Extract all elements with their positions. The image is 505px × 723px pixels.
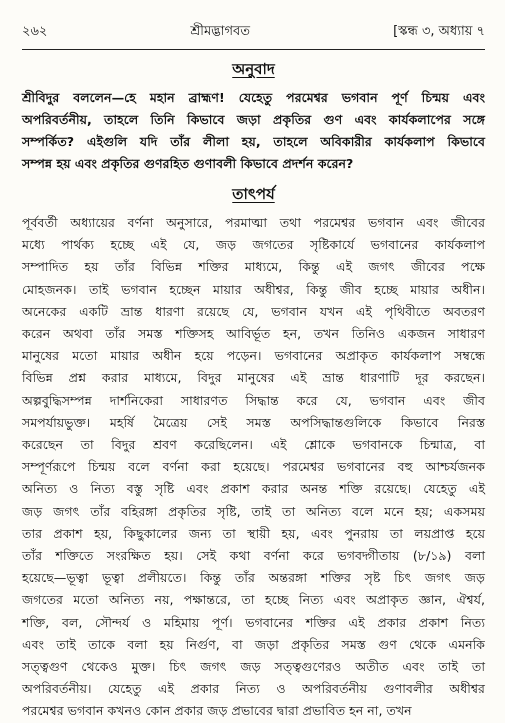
purport-line: সম্পূর্ণরূপে চিন্ময় বলে বর্ণনা করা হয়েছে। পরমেশ্বর ভগবানের বহু আশ্চর্যজনক <box>22 459 485 475</box>
purport-line: মোহজনক। তাই ভগবান হচ্ছেন মায়ার অধীশ্বর, কিন্তু জীব হচ্ছে মায়ার অধীন। <box>22 281 485 297</box>
purport-heading: তাৎপর্য <box>232 185 275 203</box>
translation-heading: অনুবাদ <box>232 60 275 78</box>
translation-line: সম্পর্কিত? এইগুলি যদি তাঁর লীলা হয়, তাহলে অবিকারীর কার্যকলাপ কিভাবে <box>22 134 485 149</box>
page-header <box>22 22 485 43</box>
book-title: শ্রীমদ্ভাগবত <box>190 24 251 39</box>
purport-line: অপরিবর্তনীয়। যেহেতু এই প্রকার নিত্য ও অপরিবর্তনীয় গুণাবলীর অধীশ্বর <box>22 681 485 697</box>
purport-line: করেন অথবা তাঁর সমস্ত শক্তিসহ আবির্ভূত হন, তখন তিনিও একজন সাধারণ <box>22 326 485 342</box>
purport-line: জগতের মতো অনিত্য নয়, পক্ষান্তরে, তা হচ্ছে নিত্য এবং অপ্রাকৃত জ্ঞান, ঐশ্বর্য, <box>22 592 485 608</box>
header-divider <box>22 49 485 50</box>
purport-line: পরমেশ্বর ভগবান কখনও কোন প্রকার জড় প্রভাবের দ্বারা প্রভাবিত হন না, তখন <box>22 703 412 719</box>
translation-line: সম্পন্ন হয় এবং প্রকৃতির গুণরহিত গুণাবলী কিভাবে প্রদর্শন করেন? <box>22 156 354 171</box>
purport-line: তার প্রকাশ হয়, কিছুকালের জন্য তা স্থায়ী হয়, এবং পুনরায় তা লয়প্রাপ্ত হয়ে <box>22 525 485 541</box>
purport-line: তাঁর শক্তিতে সংরক্ষিত হয়। সেই কথা বর্ণনা করে ভগবদ্গীতায় (৮/১৯) বলা <box>22 548 485 564</box>
purport-line: সমপর্যায়ভুক্ত। মহর্ষি মৈত্রেয় সেই সমস্ত অপসিদ্ধান্তগুলিকে কিভাবে নিরস্ত <box>22 414 485 430</box>
translation-text <box>22 87 485 175</box>
purport-line: শক্তি, বল, সৌন্দর্য ও মহিমায় পূর্ণ। ভগবানের শক্তির এই প্রকার প্রকাশ নিত্য <box>22 614 485 630</box>
purport-line: জড় জগৎ তাঁর বহিরঙ্গা প্রকৃতির সৃষ্টি, তাই তা অনিত্য বলে মনে হয়; একসময় <box>22 503 485 519</box>
purport-line: করেছেন তা বিদুর শ্রবণ করেছিলেন। এই শ্লোকে ভগবানকে চিন্মাত্র, বা <box>22 437 485 453</box>
translation-line: শ্রীবিদুর বললেন—হে মহান ব্রাহ্মণ! যেহেতু পরমেশ্বর ভগবান পূর্ণ চিন্ময় এবং <box>22 90 485 105</box>
purport-line: এবং তাই তাকে বলা হয় নির্গুণ, বা জড়া প্রকৃতির সমস্ত গুণ থেকে এমনকি <box>22 636 485 652</box>
purport-line: পূর্ববর্তী অধ্যায়ের বর্ণনা অনুসারে, পরমাত্মা তথা পরমেশ্বর ভগবান এবং জীবের <box>22 215 485 230</box>
purport-line: অনেকের একটি ভ্রান্ত ধারণা রয়েছে যে, ভগবান যখন এই পৃথিবীতে অবতরণ <box>22 303 485 319</box>
purport-line: সম্পাদিত হয় তাঁর বিভিন্ন শক্তির মাধ্যমে, কিন্তু এই জগৎ জীবের পক্ষে <box>22 259 485 275</box>
purport-line: অল্পবুদ্ধিসম্পন্ন দার্শনিকেরা সাধারণত সিদ্ধান্ত করে যে, ভগবান এবং জীব <box>22 392 485 408</box>
purport-line: মধ্যে পার্থক্য হচ্ছে এই যে, জড় জগতের সৃষ্টিকার্যে ভগবানের কার্যকলাপ <box>22 237 485 253</box>
page-number: ২৬২ <box>22 24 48 39</box>
section-label: [স্কন্ধ ৩, অধ্যায় ৭ <box>393 24 485 39</box>
purport-line: অনিত্য ও নিত্য বস্তু সৃষ্টি এবং প্রকাশ করার অনন্ত শক্তি রয়েছে। যেহেতু এই <box>22 481 485 497</box>
purport-line: সত্ত্বগুণ থেকেও মুক্ত। চিৎ জগৎ জড় সত্ত্বগুণেরও অতীত এবং তাই তা <box>22 659 485 675</box>
purport-line: মানুষের মতো মায়ার অধীন হয়ে পড়েন। ভগবানের অপ্রাকৃত কার্যকলাপ সম্বন্ধে <box>22 348 485 364</box>
purport-line: বিভিন্ন প্রশ্ন করার মাধ্যমে, বিদুর মানুষের এই ভ্রান্ত ধারণাটি দূর করছেন। <box>22 370 485 386</box>
translation-line: অপরিবর্তনীয়, তাহলে তিনি কিভাবে জড়া প্রকৃতির গুণ এবং কার্যকলাপের সঙ্গে <box>22 112 485 127</box>
purport-line: হয়েছে—ভূত্বা ভূত্বা প্রলীয়তে। কিন্তু তাঁর অন্তরঙ্গা শক্তির সৃষ্ট চিৎ জগৎ জড় <box>22 570 485 586</box>
purport-text <box>22 212 485 723</box>
